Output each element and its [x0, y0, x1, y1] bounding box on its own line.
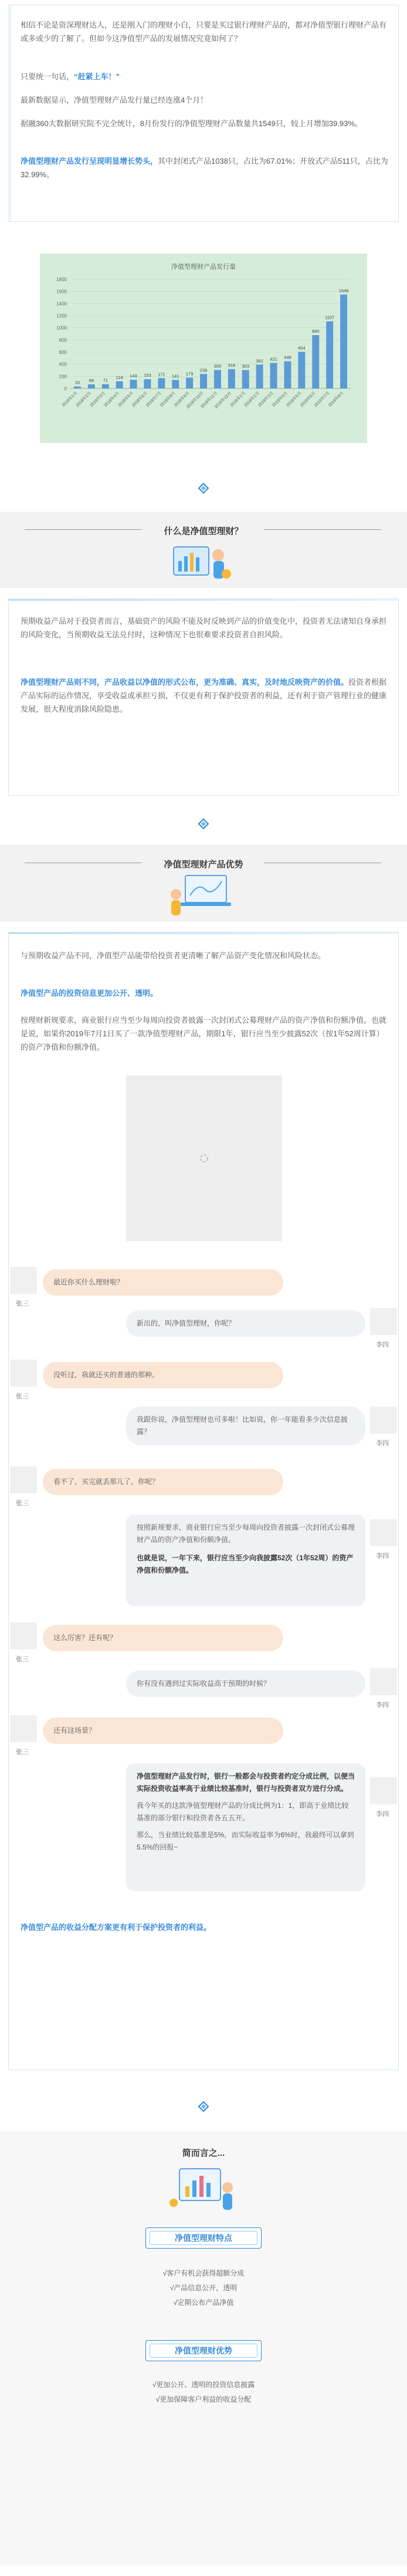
chart-bar [214, 370, 221, 388]
x-tick-label: 2018年2月 [75, 391, 93, 408]
laptop-illustration-icon [168, 872, 240, 919]
section2-card [8, 932, 399, 2070]
chart-bar [340, 295, 347, 388]
section1-p2-rest: 投资者根据产品实际的运作情况，享受收益或承担亏损，不仅更有利于保护投资者的利益，还有利于资产管理行业的健康发展，很大程度消除风险隐患。 [21, 678, 387, 714]
issuance-bar-chart [40, 253, 367, 443]
y-tick-label: 1800 [56, 277, 67, 282]
data-label: 118 [116, 374, 123, 380]
finance-illustration-icon [168, 540, 238, 587]
avatar-right [370, 1519, 397, 1546]
x-tick-label: 2018年6月 [131, 391, 148, 408]
x-tick-label: 2019年7月 [313, 391, 331, 408]
x-tick-label: 2018年11月 [200, 391, 219, 410]
chat-message-left: 看不了，买完就丢那儿了，你呢？ [43, 1469, 283, 1495]
feature-item: √客户有机会获得超额分成 [162, 2269, 245, 2277]
speaker-name-left: 张三 [16, 1656, 29, 1663]
data-label: 1549 [338, 288, 349, 293]
data-label: 143 [130, 373, 137, 379]
avatar-right [370, 1668, 397, 1695]
section1-banner [0, 512, 407, 588]
y-tick-label: 0 [64, 386, 67, 391]
section1-p2-highlight: 产品收益以净值的形式公布，更为准确、真实，及时地反映资产的价值。 [104, 678, 349, 687]
chart-bar [242, 370, 249, 388]
y-tick-label: 400 [59, 361, 67, 367]
diamond-divider-icon [193, 482, 214, 494]
feature-item: √定期公布产品净值 [173, 2298, 234, 2307]
x-tick-label: 2019年3月 [257, 391, 274, 408]
avatar-left [10, 1360, 37, 1387]
data-label: 448 [284, 354, 291, 360]
speaker-name-left: 张三 [16, 1393, 29, 1400]
data-label: 179 [185, 371, 194, 377]
x-tick-label: 2019年4月 [272, 391, 289, 408]
card-top-accent [9, 599, 398, 601]
x-tick-label: 2019年5月 [286, 391, 303, 408]
section1-paragraph-2 [21, 675, 389, 716]
x-tick-label: 2018年1月 [61, 391, 79, 408]
chat-message-left: 还有这场景？ [43, 1718, 283, 1744]
loading-spinner-icon [199, 1153, 209, 1164]
intro-paragraph-5 [21, 154, 389, 181]
chart-bar [326, 322, 333, 388]
speaker-name-left: 张三 [16, 1300, 29, 1307]
y-tick-label: 1600 [56, 289, 67, 295]
y-tick-label: 1000 [56, 325, 67, 331]
section2-banner [0, 845, 407, 921]
chat-m10-a: 净值型理财产品发行时，银行一般都会与投资者约定分成比例，以便当实际投资收益率高于业绩比较基准时，银行与投资者双方进行分成。 [137, 1772, 355, 1793]
section2-title: 净值型理财产品优势 [164, 860, 243, 870]
chat-m6-b: 也就是说，一年下来，银行应当至少向我披露52次（1年52周）的资产净值和份额净值。 [137, 1554, 354, 1574]
section1-title: 什么是净值型理财？ [164, 526, 243, 536]
section1-p2-pre: 净值型理财产品则不同， [21, 678, 105, 687]
x-tick-label: 2019年2月 [243, 391, 261, 408]
data-label: 33 [74, 380, 80, 386]
chart-bar [298, 352, 305, 388]
chat-message-right: 新出的，叫净值型理财，你呢？ [126, 1310, 365, 1337]
speaker-name-right: 李四 [376, 1440, 389, 1447]
chart-bar [74, 387, 81, 388]
section2-paragraph-3: 按理财新规要求，商业银行应当至少每周向投资者披露一次封闭式公募理财产品的资产净值和份额净值。也就是说，如果你2019年7月1日买了一款净值型理财产品，期限1年，银行应当至少披露52次（按1年52周计算）的资产净值和份额净值。 [21, 1016, 387, 1052]
data-label: 141 [171, 373, 179, 379]
y-tick-label: 1400 [56, 301, 67, 307]
data-label: 68 [89, 377, 94, 383]
diamond-divider-icon [193, 818, 214, 830]
advantages-list [0, 2378, 407, 2407]
data-label: 239 [199, 367, 208, 373]
data-label: 1107 [325, 315, 335, 320]
speaker-name-right: 李四 [376, 1341, 389, 1348]
chat-message-left: 没听过，我就还买的普通的那种。 [43, 1362, 283, 1388]
chat-message-left: 最近你买什么理财啦？ [43, 1269, 283, 1296]
features-list [0, 2266, 407, 2310]
y-tick-label: 1200 [56, 313, 67, 319]
x-tick-label: 2019年6月 [300, 391, 317, 408]
chart-bar [270, 363, 277, 388]
avatar-right [370, 1407, 397, 1434]
diamond-divider-icon [193, 2101, 214, 2112]
chat-message-right [126, 1763, 365, 1891]
speaker-name-left: 张三 [16, 1749, 29, 1756]
card-top-accent [9, 932, 398, 934]
chat-message-right: 我跟你说，净值型理财也可多啦！比如说，你一年能看多少次信息披露？ [126, 1407, 365, 1445]
data-label: 604 [298, 345, 306, 351]
chart-bar [256, 364, 263, 388]
section1-card [8, 599, 399, 796]
chat-m10-b: 我今年买的这款净值型理财产品的分成比例为1：1，即高于业绩比较基准的部分银行和投资者各五五开。 [137, 1801, 349, 1822]
chart-bar [228, 369, 235, 388]
summary-title: 简而言之... [182, 2148, 225, 2158]
speaker-name-right: 李四 [376, 1811, 389, 1818]
y-tick-label: 600 [59, 350, 67, 355]
data-label: 303 [242, 363, 250, 369]
data-label: 305 [213, 363, 222, 369]
advantage-item: √更加公开、透明的投资信息披露 [152, 2381, 255, 2389]
avatar-left [10, 1267, 37, 1294]
data-label: 71 [103, 377, 108, 383]
intro-p5-highlight: 净值型理财产品发行呈现明显增长势头， [21, 157, 158, 165]
chat-m6-a-text: 按照新规要求，商业银行应当至少每周向投资者披露一次封闭式公募理财产品的资产净值和份额净值。 [137, 1523, 355, 1544]
conclusion-text: 净值型产品的收益分配方案更有利于保护投资者的利益。 [21, 1923, 212, 1932]
analytics-illustration-icon [167, 2164, 240, 2213]
chart-bar [144, 379, 151, 388]
card-left-accent [8, 5, 11, 221]
chart-title: 净值型理财产品发行量 [171, 263, 236, 271]
feature-item: √产品信息公开，透明 [169, 2284, 238, 2292]
intro-paragraph-4: 据融360大数据研究院不完全统计，8月份发行的净值型理财产品数量共1549只，较上月增加39.93%。 [21, 119, 362, 128]
chart-bar [172, 380, 179, 388]
speaker-name-left: 张三 [16, 1500, 29, 1507]
chat-message-right [126, 1515, 365, 1606]
data-label: 318 [228, 363, 236, 369]
speaker-name-right: 李四 [376, 1702, 389, 1709]
data-label: 171 [158, 371, 165, 377]
x-tick-label: 2018年4月 [103, 391, 121, 408]
x-tick-label: 2018年3月 [89, 391, 107, 408]
avatar-left [10, 1622, 37, 1649]
x-tick-label: 2019年1月 [229, 391, 247, 408]
intro-p2-highlight: “赶紧上车！” [74, 72, 120, 81]
chart-bar [312, 335, 319, 388]
intro-paragraph-2 [21, 70, 389, 83]
chat-message-left: 这么厉害？还有呢？ [43, 1625, 283, 1651]
avatar-left [10, 1466, 37, 1493]
data-label: 880 [311, 329, 320, 334]
x-tick-label: 2018年5月 [117, 391, 134, 408]
section1-paragraph-1: 预期收益产品对于投资者而言，基础资产的风险不能及时反映到产品的价值变化中，投资者无法诸知自身承担的风险变化，当预期收益无法兑付时，这种情况下也很难要求投资者自担风险。 [21, 617, 387, 639]
video-player[interactable] [126, 1076, 282, 1241]
chart-bar [116, 381, 123, 388]
x-tick-label: 2018年10月 [186, 391, 205, 410]
chart-bar [158, 378, 165, 388]
x-tick-label: 2019年8月 [327, 391, 345, 408]
chat-message-right: 你有没有遇到过实际收益高于预期的时候？ [126, 1671, 365, 1697]
chat-m6-a [137, 1522, 355, 1546]
data-label: 153 [144, 373, 151, 378]
data-label: 421 [270, 356, 277, 362]
speaker-name-right: 李四 [376, 1553, 389, 1560]
intro-paragraph-3: 最新数据显示，净值型理财产品发行量已经连涨4个月！ [21, 96, 208, 104]
section2-paragraph-2: 净值型产品的投资信息更加公开、透明。 [21, 989, 158, 998]
chart-svg [40, 253, 367, 443]
advantages-title-box: 净值型理财优势 [145, 2340, 262, 2361]
intro-p5-rest: 其中封闭式产品1038只，占比为67.01%；开放式产品511只，占比为32.99%。 [21, 157, 388, 179]
x-tick-label: 2018年8月 [160, 391, 177, 408]
chart-bar [88, 384, 95, 388]
intro-card [8, 5, 399, 222]
y-tick-label: 800 [59, 337, 67, 343]
avatar-right [370, 1308, 397, 1335]
chart-bar [200, 374, 207, 388]
x-tick-label: 2018年12月 [213, 391, 233, 410]
avatar-left [10, 1715, 37, 1742]
intro-paragraph-1: 相信不论是资深理财达人，还是刚入门的理财小白，只要是买过银行理财产品的，都对净值型银行理财产品有或多或少的了解了。但如今这净值型产品的发展情况究竟如何了？ [21, 21, 387, 43]
chat-m10-c: 那么，当业绩比较基准是5%，而实际收益率为6%时，我最终可以拿到5.5%的回报~ [137, 1831, 354, 1851]
features-title-box: 净值型理财特点 [145, 2227, 262, 2249]
summary-section [0, 2131, 407, 2565]
y-tick-label: 200 [59, 374, 67, 380]
intro-p2-pre: 只要统一句话， [21, 72, 74, 81]
advantage-item: √更加保障客户利益的收益分配 [155, 2395, 252, 2403]
chart-bar [186, 378, 193, 388]
chart-bar [284, 361, 291, 388]
data-label: 392 [256, 358, 263, 364]
x-tick-label: 2018年7月 [145, 391, 162, 408]
x-tick-label: 2018年9月 [173, 391, 191, 408]
chart-bar [102, 384, 109, 388]
section2-paragraph-1: 与预期收益产品不同，净值型产品能带给投资者更清晰了解产品资产变化情况和风险状态。 [21, 951, 326, 960]
chart-bar [130, 380, 137, 388]
avatar-right [370, 1777, 397, 1804]
